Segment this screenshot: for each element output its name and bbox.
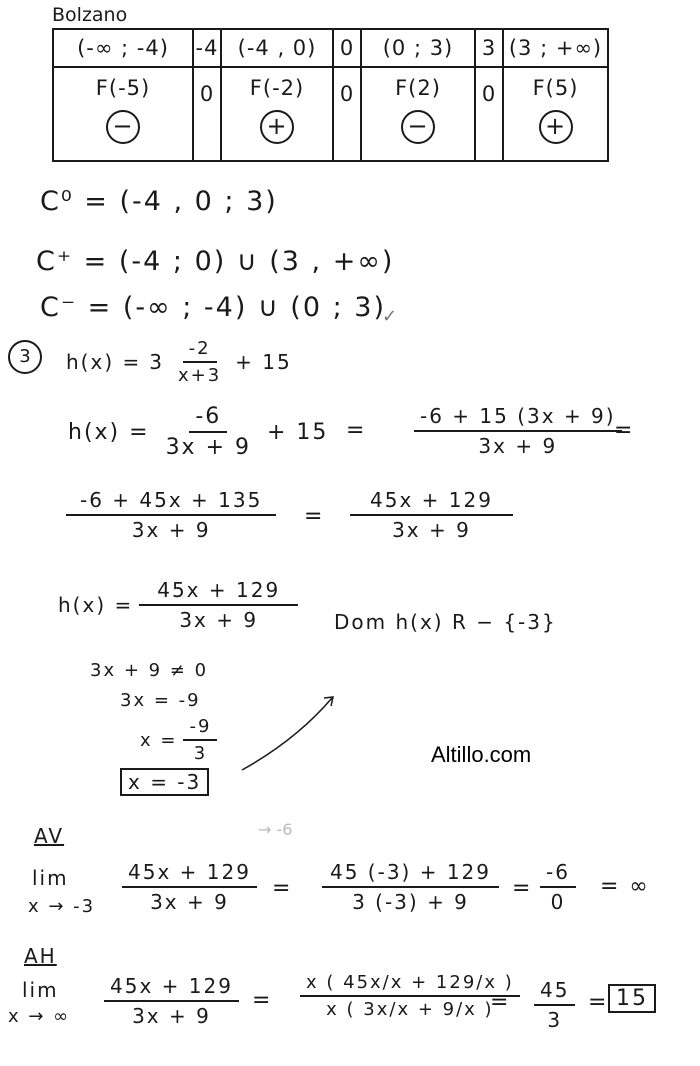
value-cell xyxy=(361,67,475,161)
equals-sign: = xyxy=(272,876,293,901)
ah-lim-subscript: x → ∞ xyxy=(8,1006,71,1027)
root-cell: -4 xyxy=(193,29,221,67)
domain-step-1: 3x + 9 ≠ 0 xyxy=(90,660,209,681)
function-value: F(-2) xyxy=(249,76,305,100)
h-fraction: $\frac{-2}{x+3}$ xyxy=(177,338,222,386)
av-substitution: $\frac{45 (-3) + 129}{3 (-3) + 9}$ xyxy=(322,860,499,914)
negative-set: C⁻ = (-∞ ; -4) ∪ (0 ; 3) xyxy=(40,292,386,323)
interval-cell: (0 ; 3) xyxy=(361,29,475,67)
domain-statement: Dom h(x) R − {-3} xyxy=(334,610,557,634)
domain-result: x = -3 xyxy=(120,770,209,794)
h-step-2-rhs: $\frac{-6 + 15 (3x + 9)}{3x + 9}$ xyxy=(414,404,622,458)
av-ratio: $\frac{-6}{0}$ xyxy=(540,860,576,914)
zero-cell: 0 xyxy=(193,67,221,161)
zero-cell: 0 xyxy=(333,67,361,161)
interval-cell: (3 ; +∞) xyxy=(503,29,608,67)
equals-sign: = xyxy=(252,988,273,1013)
sign-negative: − xyxy=(106,110,140,144)
h-step-2: h(x) = $\frac{-6}{3x + 9}$ + 15 xyxy=(68,404,329,460)
sign-negative: − xyxy=(401,110,435,144)
av-lim-subscript: x → -3 xyxy=(28,896,96,917)
bolzano-title: Bolzano xyxy=(52,4,128,26)
av-title: AV xyxy=(34,824,65,848)
arrow-icon xyxy=(236,690,346,780)
equals-sign: = xyxy=(512,876,533,901)
root-cell: 3 xyxy=(475,29,503,67)
h-label: h(x) = xyxy=(66,350,142,374)
equals-sign: = xyxy=(490,990,511,1015)
domain-step-2: 3x = -9 xyxy=(120,690,201,711)
h-step-3: $\frac{-6 + 45x + 135}{3x + 9}$ xyxy=(66,488,276,542)
h-tail: + 15 xyxy=(235,350,292,374)
ah-function: $\frac{45x + 129}{3x + 9}$ xyxy=(104,974,239,1028)
ah-factorization: $\frac{x ( 45x/x + 129/x )}{x ( 3x/x + 9/x )}$ xyxy=(300,972,520,1020)
interval-cell: (-∞ ; -4) xyxy=(53,29,193,67)
domain-step-3: x = $\frac{-9}{3}$ xyxy=(140,716,217,764)
ah-result: 15 xyxy=(608,986,656,1011)
check-mark: ✓ xyxy=(382,306,398,327)
zero-cell: 0 xyxy=(475,67,503,161)
ah-ratio: $\frac{45}{3}$ xyxy=(534,978,575,1032)
exercise-number: 3 xyxy=(8,340,42,374)
ah-lim: lim xyxy=(22,978,59,1002)
function-value: F(5) xyxy=(532,76,579,100)
equals-sign: = xyxy=(346,418,367,443)
h-coefficient: 3 xyxy=(149,350,164,374)
function-value: F(-5) xyxy=(95,76,151,100)
zeros-set: C⁰ = (-4 , 0 ; 3) xyxy=(40,186,278,217)
watermark: Altillo.com xyxy=(431,742,532,767)
sign-positive: + xyxy=(260,110,294,144)
av-result: = ∞ xyxy=(600,874,650,899)
h-final: h(x) = $\frac{45x + 129}{3x + 9}$ xyxy=(58,578,298,632)
positive-set: C⁺ = (-4 ; 0) ∪ (3 , +∞) xyxy=(36,246,395,277)
root-cell: 0 xyxy=(333,29,361,67)
equals-sign: = xyxy=(614,418,635,443)
av-function: $\frac{45x + 129}{3x + 9}$ xyxy=(122,860,257,914)
interval-cell: (-4 , 0) xyxy=(221,29,333,67)
function-value: F(2) xyxy=(395,76,441,100)
bolzano-header-row xyxy=(53,29,608,67)
h-step-3-rhs: $\frac{45x + 129}{3x + 9}$ xyxy=(350,488,513,542)
av-lim: lim xyxy=(32,866,69,890)
value-cell xyxy=(503,67,608,161)
value-cell xyxy=(221,67,333,161)
bolzano-table xyxy=(52,28,609,162)
av-side-note: → -6 xyxy=(258,820,293,839)
value-cell xyxy=(53,67,193,161)
equals-sign: = xyxy=(304,504,325,529)
equals-sign: = xyxy=(588,990,609,1015)
h-step-2-fraction: $\frac{-6}{3x + 9}$ xyxy=(165,404,251,460)
sign-positive: + xyxy=(539,110,573,144)
h-definition xyxy=(66,338,292,386)
bolzano-values-row xyxy=(53,67,608,161)
ah-title: AH xyxy=(24,944,57,968)
